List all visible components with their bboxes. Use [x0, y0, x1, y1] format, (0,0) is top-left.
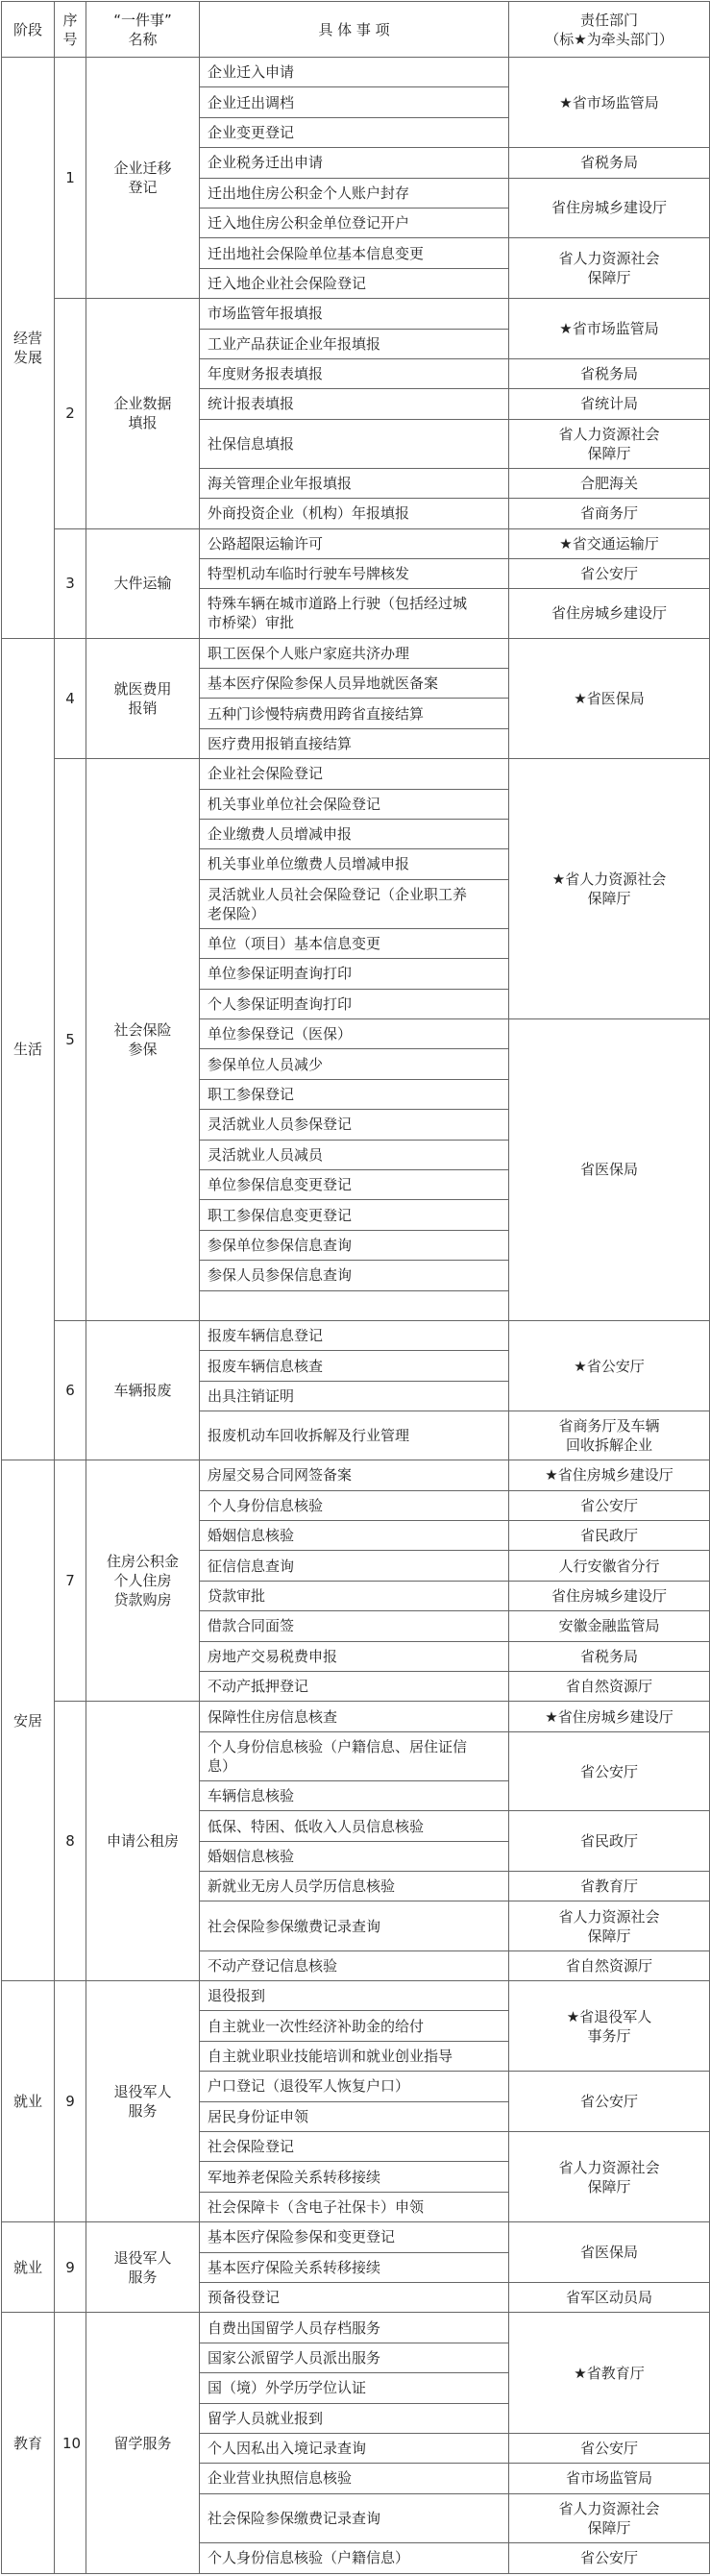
dept-cell: 安徽金融监管局 — [509, 1611, 710, 1641]
matter-name-cell: 退役军人 服务 — [86, 1981, 200, 2222]
table-row — [2, 759, 710, 789]
header-item: 具 体 事 项 — [200, 2, 509, 58]
dept-cell: 省人力资源社会 保障厅 — [509, 1901, 710, 1950]
dept-cell: 省住房城乡建设厅 — [509, 1581, 710, 1610]
table-header-row — [2, 2, 710, 58]
matter-name-cell: 社会保险 参保 — [86, 759, 200, 1321]
stage-cell: 就业 — [2, 2222, 55, 2313]
item-cell: 基本医疗保险参保和变更登记 — [200, 2222, 509, 2252]
matter-name-cell: 申请公租房 — [86, 1702, 200, 1981]
item-cell: 社会保险登记 — [200, 2131, 509, 2161]
item-cell: 社会保险参保缴费记录查询 — [200, 1901, 509, 1950]
item-cell: 基本医疗保险参保人员异地就医备案 — [200, 668, 509, 698]
dept-cell: ★省退役军人 事务厅 — [509, 1981, 710, 2072]
seq-cell: 9 — [55, 2222, 86, 2313]
item-cell: 企业迁入申请 — [200, 58, 509, 87]
table-row — [2, 1460, 710, 1490]
header-dept: 责任部门 （标★为牵头部门） — [509, 2, 710, 58]
stage-cell: 经营 发展 — [2, 58, 55, 639]
seq-cell: 8 — [55, 1702, 86, 1981]
seq-cell: 4 — [55, 638, 86, 759]
dept-cell: 省民政厅 — [509, 1521, 710, 1551]
item-cell: 特殊车辆在城市道路上行驶（包括经过城 市桥梁）审批 — [200, 589, 509, 638]
dept-cell: 省人力资源社会 保障厅 — [509, 2131, 710, 2221]
table-row — [2, 299, 710, 329]
item-cell: 工业产品获证企业年报填报 — [200, 329, 509, 358]
item-cell: 市场监管年报填报 — [200, 299, 509, 329]
item-cell: 迁出地社会保险单位基本信息变更 — [200, 238, 509, 268]
item-cell: 个人身份信息核验（户籍信息） — [200, 2542, 509, 2573]
dept-cell: 省公安厅 — [509, 1490, 710, 1520]
dept-cell: ★省医保局 — [509, 638, 710, 759]
item-cell: 借款合同面签 — [200, 1611, 509, 1641]
stage-cell: 教育 — [2, 2313, 55, 2574]
item-cell: 医疗费用报销直接结算 — [200, 728, 509, 758]
item-cell: 单位（项目）基本信息变更 — [200, 928, 509, 958]
matter-name-cell: 企业数据 填报 — [86, 299, 200, 529]
header-seq: 序 号 — [55, 2, 86, 58]
matter-name-cell: 退役军人 服务 — [86, 2222, 200, 2313]
seq-cell: 6 — [55, 1320, 86, 1460]
matter-name-cell: 留学服务 — [86, 2313, 200, 2574]
header-stage: 阶段 — [2, 2, 55, 58]
item-cell: 军地养老保险关系转移接续 — [200, 2162, 509, 2192]
matter-name-cell: 大件运输 — [86, 528, 200, 638]
item-cell: 留学人员就业报到 — [200, 2403, 509, 2433]
item-cell: 海关管理企业年报填报 — [200, 468, 509, 498]
item-cell: 职工医保个人账户家庭共济办理 — [200, 638, 509, 668]
dept-cell: 省自然资源厅 — [509, 1671, 710, 1701]
table-row — [2, 58, 710, 87]
item-cell: 征信信息查询 — [200, 1551, 509, 1581]
item-cell — [200, 1290, 509, 1320]
item-cell: 个人参保证明查询打印 — [200, 989, 509, 1018]
item-cell: 机关事业单位缴费人员增减申报 — [200, 849, 509, 879]
dept-cell: ★省人力资源社会 保障厅 — [509, 759, 710, 1019]
table-container — [1, 1, 709, 2574]
dept-cell: 省公安厅 — [509, 559, 710, 589]
dept-cell: ★省住房城乡建设厅 — [509, 1702, 710, 1731]
dept-cell: ★省市场监管局 — [509, 58, 710, 148]
dept-cell: ★省教育厅 — [509, 2313, 710, 2434]
table-row — [2, 1320, 710, 1350]
item-cell: 不动产登记信息核验 — [200, 1950, 509, 1980]
dept-cell: 省军区动员局 — [509, 2282, 710, 2312]
dept-cell: 省公安厅 — [509, 1731, 710, 1811]
table-row — [2, 2222, 710, 2252]
item-cell: 社会保险参保缴费记录查询 — [200, 2493, 509, 2542]
service-matrix-table — [1, 1, 710, 2574]
item-cell: 企业缴费人员增减申报 — [200, 819, 509, 848]
dept-cell: 省公安厅 — [509, 2072, 710, 2132]
dept-cell: 省住房城乡建设厅 — [509, 178, 710, 238]
item-cell: 报废机动车回收拆解及行业管理 — [200, 1411, 509, 1460]
item-cell: 自主就业一次性经济补助金的给付 — [200, 2011, 509, 2041]
dept-cell: 省民政厅 — [509, 1811, 710, 1872]
dept-cell: ★省住房城乡建设厅 — [509, 1460, 710, 1490]
item-cell: 报废车辆信息登记 — [200, 1320, 509, 1350]
item-cell: 出具注销证明 — [200, 1381, 509, 1411]
table-row — [2, 1702, 710, 1731]
item-cell: 社保信息填报 — [200, 419, 509, 468]
item-cell: 房屋交易合同网签备案 — [200, 1460, 509, 1490]
item-cell: 单位参保证明查询打印 — [200, 959, 509, 989]
item-cell: 统计报表填报 — [200, 389, 509, 419]
item-cell: 报废车辆信息核查 — [200, 1351, 509, 1381]
item-cell: 灵活就业人员减员 — [200, 1140, 509, 1169]
item-cell: 迁入地企业社会保险登记 — [200, 268, 509, 298]
item-cell: 参保人员参保信息查询 — [200, 1261, 509, 1290]
dept-cell: 合肥海关 — [509, 468, 710, 498]
item-cell: 公路超限运输许可 — [200, 528, 509, 558]
item-cell: 企业社会保险登记 — [200, 759, 509, 789]
dept-cell: 省公安厅 — [509, 2542, 710, 2573]
seq-cell: 1 — [55, 58, 86, 299]
dept-cell: 省公安厅 — [509, 2433, 710, 2463]
item-cell: 五种门诊慢特病费用跨省直接结算 — [200, 699, 509, 728]
table-row — [2, 528, 710, 558]
item-cell: 预备役登记 — [200, 2282, 509, 2312]
dept-cell: 省税务局 — [509, 1641, 710, 1671]
dept-cell: 省教育厅 — [509, 1872, 710, 1901]
table-row — [2, 1981, 710, 2011]
dept-cell: 省医保局 — [509, 1019, 710, 1321]
item-cell: 户口登记（退役军人恢复户口） — [200, 2072, 509, 2101]
item-cell: 社会保障卡（含电子社保卡）申领 — [200, 2192, 509, 2221]
item-cell: 贷款审批 — [200, 1581, 509, 1610]
matter-name-cell: 住房公积金 个人住房 贷款购房 — [86, 1460, 200, 1702]
item-cell: 机关事业单位社会保险登记 — [200, 789, 509, 819]
item-cell: 居民身份证申领 — [200, 2101, 509, 2131]
dept-cell: 省医保局 — [509, 2222, 710, 2283]
item-cell: 新就业无房人员学历信息核验 — [200, 1872, 509, 1901]
dept-cell: 省税务局 — [509, 148, 710, 178]
item-cell: 迁入地住房公积金单位登记开户 — [200, 208, 509, 237]
item-cell: 单位参保登记（医保） — [200, 1019, 509, 1049]
dept-cell: 省税务局 — [509, 358, 710, 388]
dept-cell: ★省公安厅 — [509, 1320, 710, 1411]
dept-cell: 省自然资源厅 — [509, 1950, 710, 1980]
header-name: “一件事” 名称 — [86, 2, 200, 58]
item-cell: 保障性住房信息核查 — [200, 1702, 509, 1731]
seq-cell: 3 — [55, 528, 86, 638]
item-cell: 灵活就业人员参保登记 — [200, 1110, 509, 1140]
table-body — [2, 58, 710, 2574]
stage-cell: 就业 — [2, 1981, 55, 2222]
item-cell: 低保、特困、低收入人员信息核验 — [200, 1811, 509, 1841]
dept-cell: ★省市场监管局 — [509, 299, 710, 359]
item-cell: 自费出国留学人员存档服务 — [200, 2313, 509, 2343]
dept-cell: 省人力资源社会 保障厅 — [509, 238, 710, 299]
seq-cell: 5 — [55, 759, 86, 1321]
seq-cell: 7 — [55, 1460, 86, 1702]
item-cell: 个人身份信息核验 — [200, 1490, 509, 1520]
item-cell: 车辆信息核验 — [200, 1780, 509, 1810]
item-cell: 灵活就业人员社会保险登记（企业职工养 老保险） — [200, 879, 509, 928]
item-cell: 自主就业职业技能培训和就业创业指导 — [200, 2041, 509, 2071]
item-cell: 职工参保登记 — [200, 1079, 509, 1109]
item-cell: 企业营业执照信息核验 — [200, 2464, 509, 2493]
item-cell: 婚姻信息核验 — [200, 1521, 509, 1551]
item-cell: 国（境）外学历学位认证 — [200, 2373, 509, 2403]
stage-cell: 生活 — [2, 638, 55, 1460]
item-cell: 特型机动车临时行驶车号牌核发 — [200, 559, 509, 589]
item-cell: 房地产交易税费申报 — [200, 1641, 509, 1671]
dept-cell: 省市场监管局 — [509, 2464, 710, 2493]
item-cell: 不动产抵押登记 — [200, 1671, 509, 1701]
dept-cell: 省商务厅及车辆 回收拆解企业 — [509, 1411, 710, 1460]
item-cell: 单位参保信息变更登记 — [200, 1169, 509, 1199]
item-cell: 退役报到 — [200, 1981, 509, 2011]
seq-cell: 9 — [55, 1981, 86, 2222]
dept-cell: 省住房城乡建设厅 — [509, 589, 710, 638]
item-cell: 外商投资企业（机构）年报填报 — [200, 499, 509, 528]
item-cell: 迁出地住房公积金个人账户封存 — [200, 178, 509, 208]
item-cell: 国家公派留学人员派出服务 — [200, 2343, 509, 2372]
matter-name-cell: 企业迁移 登记 — [86, 58, 200, 299]
item-cell: 年度财务报表填报 — [200, 358, 509, 388]
item-cell: 参保单位人员减少 — [200, 1049, 509, 1079]
item-cell: 企业税务迁出申请 — [200, 148, 509, 178]
item-cell: 企业迁出调档 — [200, 87, 509, 117]
dept-cell: 省人力资源社会 保障厅 — [509, 2493, 710, 2542]
stage-cell: 安居 — [2, 1460, 55, 1981]
matter-name-cell: 车辆报废 — [86, 1320, 200, 1460]
dept-cell: 省商务厅 — [509, 499, 710, 528]
table-row — [2, 638, 710, 668]
table-row — [2, 2313, 710, 2343]
item-cell: 个人身份信息核验（户籍信息、居住证信 息） — [200, 1731, 509, 1780]
item-cell: 基本医疗保险关系转移接续 — [200, 2252, 509, 2282]
item-cell: 职工参保信息变更登记 — [200, 1200, 509, 1230]
item-cell: 婚姻信息核验 — [200, 1841, 509, 1871]
dept-cell: 省人力资源社会 保障厅 — [509, 419, 710, 468]
item-cell: 个人因私出入境记录查询 — [200, 2433, 509, 2463]
dept-cell: 人行安徽省分行 — [509, 1551, 710, 1581]
dept-cell: 省统计局 — [509, 389, 710, 419]
dept-cell: ★省交通运输厅 — [509, 528, 710, 558]
matter-name-cell: 就医费用 报销 — [86, 638, 200, 759]
seq-cell: 10 — [55, 2313, 86, 2574]
item-cell: 参保单位参保信息查询 — [200, 1230, 509, 1260]
seq-cell: 2 — [55, 299, 86, 529]
item-cell: 企业变更登记 — [200, 117, 509, 147]
